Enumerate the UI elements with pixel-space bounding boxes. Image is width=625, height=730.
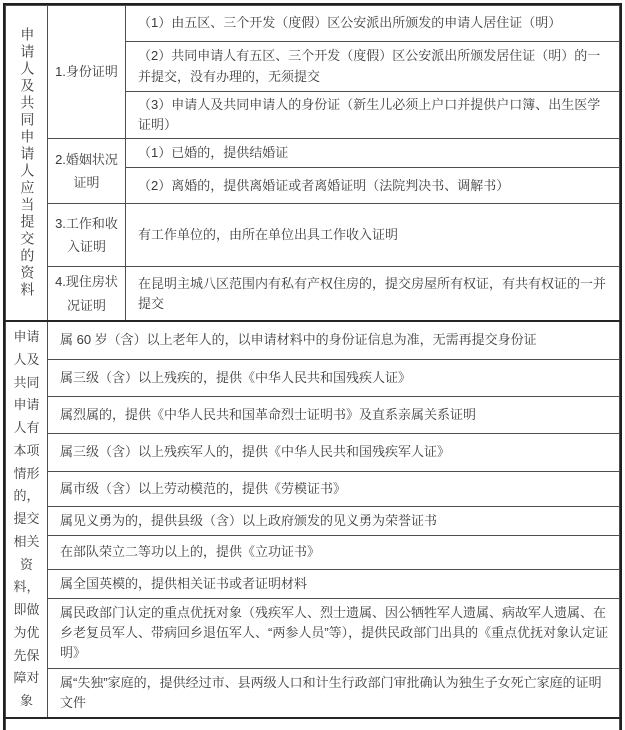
table-row bbox=[6, 139, 620, 168]
priority-case-cell: 属“失独”家庭的，提供经过市、县两级人口和计生行政部门审批确认为独生子女死亡家庭的证明文件 bbox=[48, 668, 620, 718]
priority-case-cell: 属烈属的，提供《中华人民共和国革命烈士证明书》及直系亲属关系证明 bbox=[48, 397, 620, 433]
requirement-cell: （2）共同申请人有五区、三个开发（度假）区公安派出所颁发居住证（明）的一并提交，没有办理的，无须提交 bbox=[126, 42, 620, 92]
requirement-cell: （1）由五区、三个开发（度假）区公安派出所颁发的申请人居住证（明） bbox=[126, 6, 620, 42]
priority-case-cell: 属民政部门认定的重点优抚对象（残疾军人、烈士遗属、因公牺牲军人遗属、病故军人遗属、在乡老复员军人、带病回乡退伍军人、“两参人员”等），提供民政部门出具的《重点优抚对象认定证明》 bbox=[48, 598, 620, 668]
priority-case-cell: 属见义勇为的，提供县级（含）以上政府颁发的见义勇为荣誉证书 bbox=[48, 507, 620, 536]
priority-case-cell: 属三级（含）以上残疾的，提供《中华人民共和国残疾人证》 bbox=[48, 359, 620, 396]
requirement-cell: （3）申请人及共同申请人的身份证（新生儿必须上户口并提供户口簿、出生医学证明） bbox=[126, 92, 620, 139]
table-row bbox=[6, 536, 620, 569]
section-priority-cases bbox=[6, 321, 620, 718]
table-row bbox=[6, 507, 620, 536]
requirement-cell: 有工作单位的，由所在单位出具工作收入证明 bbox=[126, 204, 620, 267]
table-row bbox=[6, 433, 620, 471]
section-notes bbox=[6, 718, 620, 730]
requirement-cell: 在昆明主城八区范围内有私有产权住房的，提交房屋所有权证，有共有权证的一并提交 bbox=[126, 267, 620, 321]
category-work-income: 3.工作和收入证明 bbox=[48, 204, 126, 267]
table-row bbox=[6, 359, 620, 396]
priority-case-cell: 属市级（含）以上劳动模范的，提供《劳模证书》 bbox=[48, 472, 620, 507]
table-row bbox=[6, 397, 620, 433]
priority-case-cell: 属 60 岁（含）以上老年人的，以申请材料中的身份证信息为准，无需再提交身份证 bbox=[48, 321, 620, 359]
table-row bbox=[6, 472, 620, 507]
table-row bbox=[6, 204, 620, 267]
table-row bbox=[6, 668, 620, 718]
notes-cell bbox=[6, 718, 620, 730]
section-must-submit bbox=[6, 6, 620, 322]
table-row bbox=[6, 598, 620, 668]
table-row bbox=[6, 6, 620, 42]
priority-case-cell: 在部队荣立二等功以上的，提供《立功证书》 bbox=[48, 536, 620, 569]
priority-case-cell: 属三级（含）以上残疾军人的，提供《中华人民共和国残疾军人证》 bbox=[48, 433, 620, 471]
category-housing-status: 4.现住房状况证明 bbox=[48, 267, 126, 321]
section2-row-header: 申请人及共同申请人有本项情形的，提交相关资料，即做为优先保障对象 bbox=[6, 321, 48, 718]
table-row bbox=[6, 569, 620, 598]
category-identity: 1.身份证明 bbox=[48, 6, 126, 139]
table-row bbox=[6, 321, 620, 359]
priority-case-cell: 属全国英模的，提供相关证书或者证明材料 bbox=[48, 569, 620, 598]
table-row bbox=[6, 267, 620, 321]
category-marriage: 2.婚姻状况证明 bbox=[48, 139, 126, 204]
document-table bbox=[3, 3, 622, 730]
table-row bbox=[6, 718, 620, 730]
requirements-table bbox=[5, 5, 620, 730]
requirement-cell: （2）离婚的，提供离婚证或者离婚证明（法院判决书、调解书） bbox=[126, 168, 620, 204]
requirement-cell: （1）已婚的，提供结婚证 bbox=[126, 139, 620, 168]
section1-row-header: 申请人及共同申请人应当提交的资料 bbox=[6, 6, 48, 322]
